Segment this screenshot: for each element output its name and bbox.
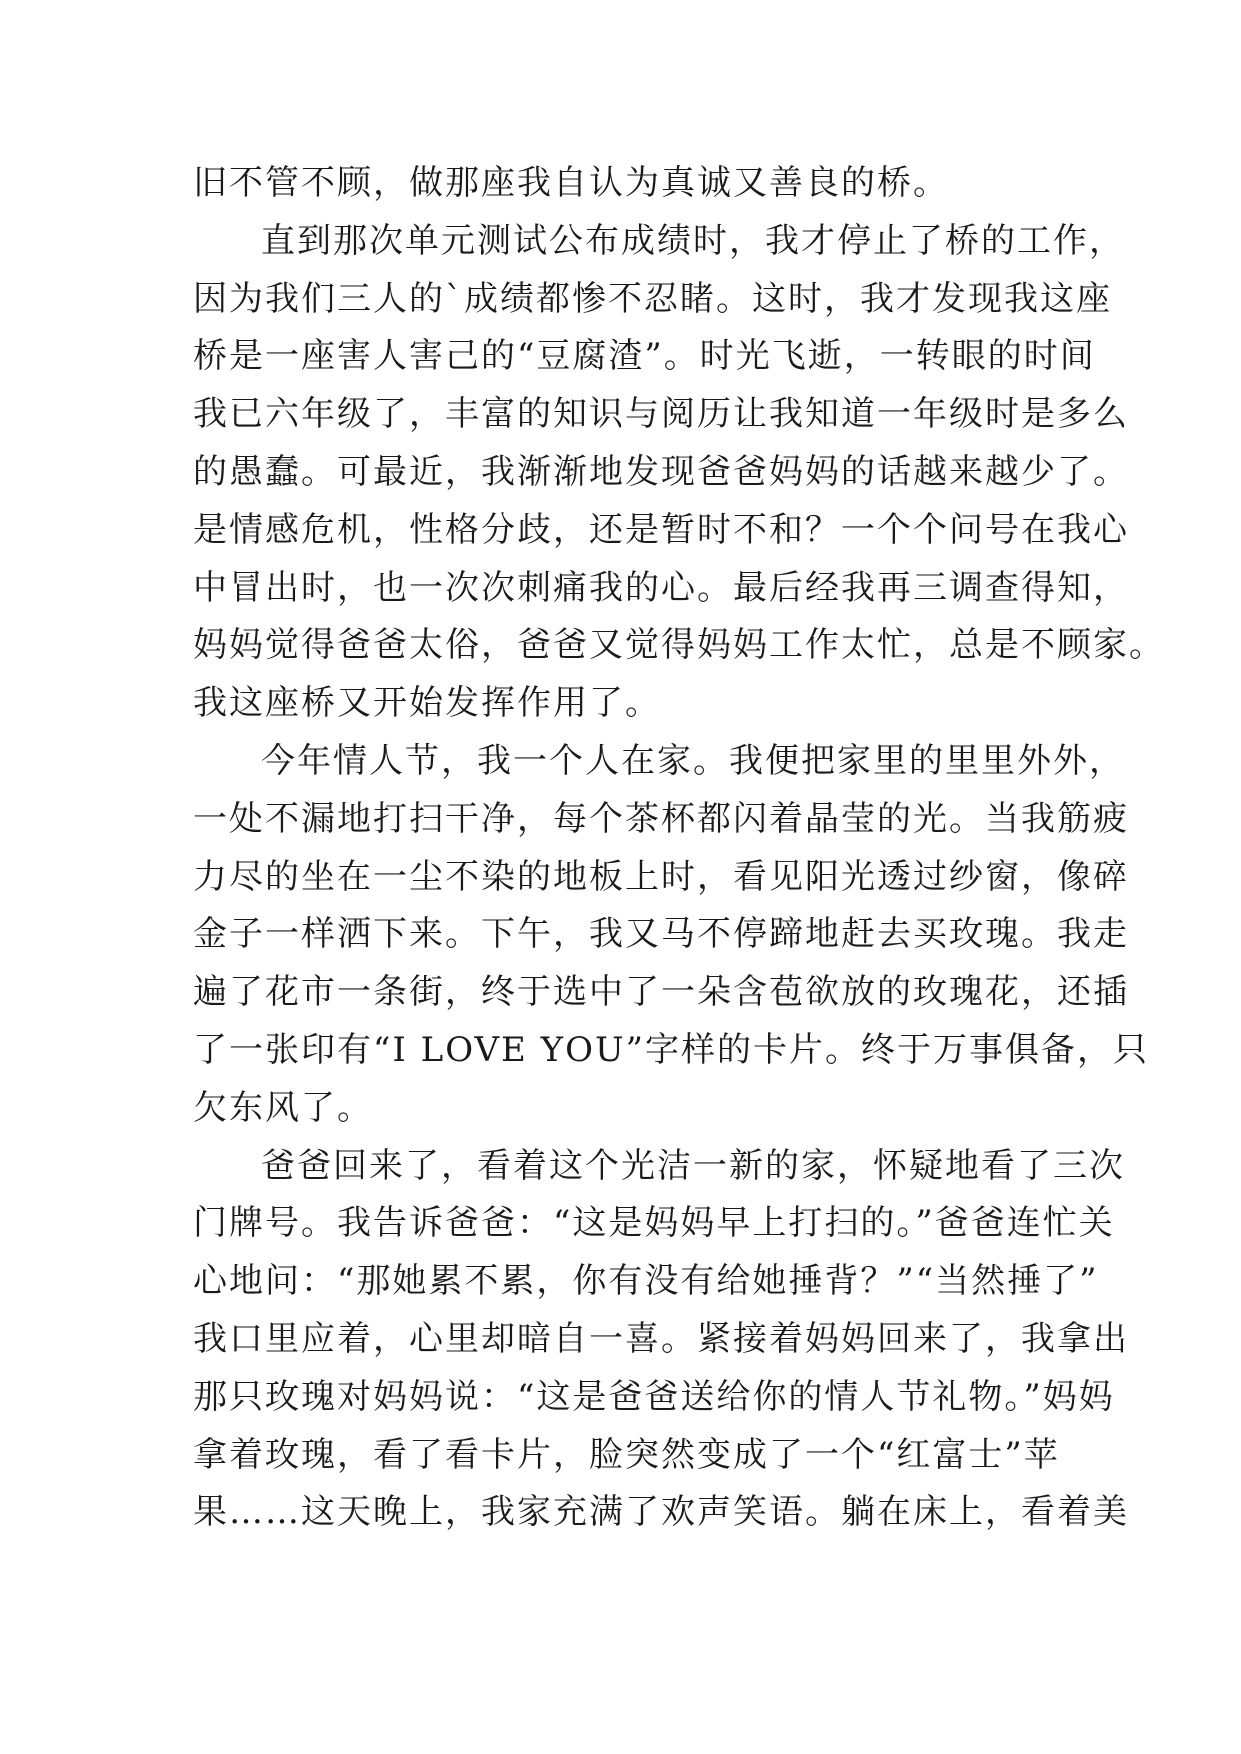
text-line: 果……这天晚上，我家充满了欢声笑语。躺在床上，看着美 <box>193 1492 1129 1533</box>
text-line: 的愚蠢。可最近，我渐渐地发现爸爸妈妈的话越来越少了。 <box>193 451 1129 492</box>
text-line: 拿着玫瑰，看了看卡片，脸突然变成了一个“红富士”苹 <box>193 1434 1060 1475</box>
text-line: 妈妈觉得爸爸太俗，爸爸又觉得妈妈工作太忙，总是不顾家。 <box>193 625 1165 666</box>
text-line: 力尽的坐在一尘不染的地板上时，看见阳光透过纱窗，像碎 <box>193 856 1129 897</box>
text-line: 我这座桥又开始发挥作用了。 <box>193 683 661 724</box>
body-text <box>193 155 1165 1542</box>
text-line: 桥是一座害人害己的“豆腐渣”。时光飞逝，一转眼的时间 <box>193 336 1096 377</box>
text-line: 一处不漏地打扫干净，每个茶杯都闪着晶莹的光。当我筋疲 <box>193 798 1129 839</box>
text-line: 是情感危机，性格分歧，还是暂时不和？一个个问号在我心 <box>193 509 1129 550</box>
text-line: 那只玫瑰对妈妈说：“这是爸爸送给你的情人节礼物。”妈妈 <box>193 1376 1115 1417</box>
text-line: 心地问：“那她累不累，你有没有给她捶背？”“当然捶了” <box>193 1261 1099 1302</box>
text-line: 欠东风了。 <box>193 1087 373 1128</box>
text-line: 我已六年级了，丰富的知识与阅历让我知道一年级时是多么 <box>193 394 1129 435</box>
text-line: 我口里应着，心里却暗自一喜。紧接着妈妈回来了，我拿出 <box>193 1318 1129 1359</box>
text-line: 中冒出时，也一次次刺痛我的心。最后经我再三调查得知， <box>193 567 1129 608</box>
text-line: 金子一样洒下来。下午，我又马不停蹄地赶去买玫瑰。我走 <box>193 914 1129 955</box>
text-line: 遍了花市一条街，终于选中了一朵含苞欲放的玫瑰花，还插 <box>193 972 1129 1013</box>
text-line: 直到那次单元测试公布成绩时，我才停止了桥的工作， <box>261 220 1125 261</box>
text-line: 了一张印有“I LOVE YOU”字样的卡片。终于万事俱备，只 <box>193 1029 1150 1070</box>
text-line: 爸爸回来了，看着这个光洁一新的家，怀疑地看了三次 <box>261 1145 1125 1186</box>
text-line: 旧不管不顾，做那座我自认为真诚又善良的桥。 <box>193 163 949 203</box>
text-line: 因为我们三人的`成绩都惨不忍睹。这时，我才发现我这座 <box>193 278 1112 319</box>
text-line: 今年情人节，我一个人在家。我便把家里的里里外外， <box>261 740 1125 781</box>
text-line: 门牌号。我告诉爸爸：“这是妈妈早上打扫的。”爸爸连忙关 <box>193 1203 1115 1244</box>
